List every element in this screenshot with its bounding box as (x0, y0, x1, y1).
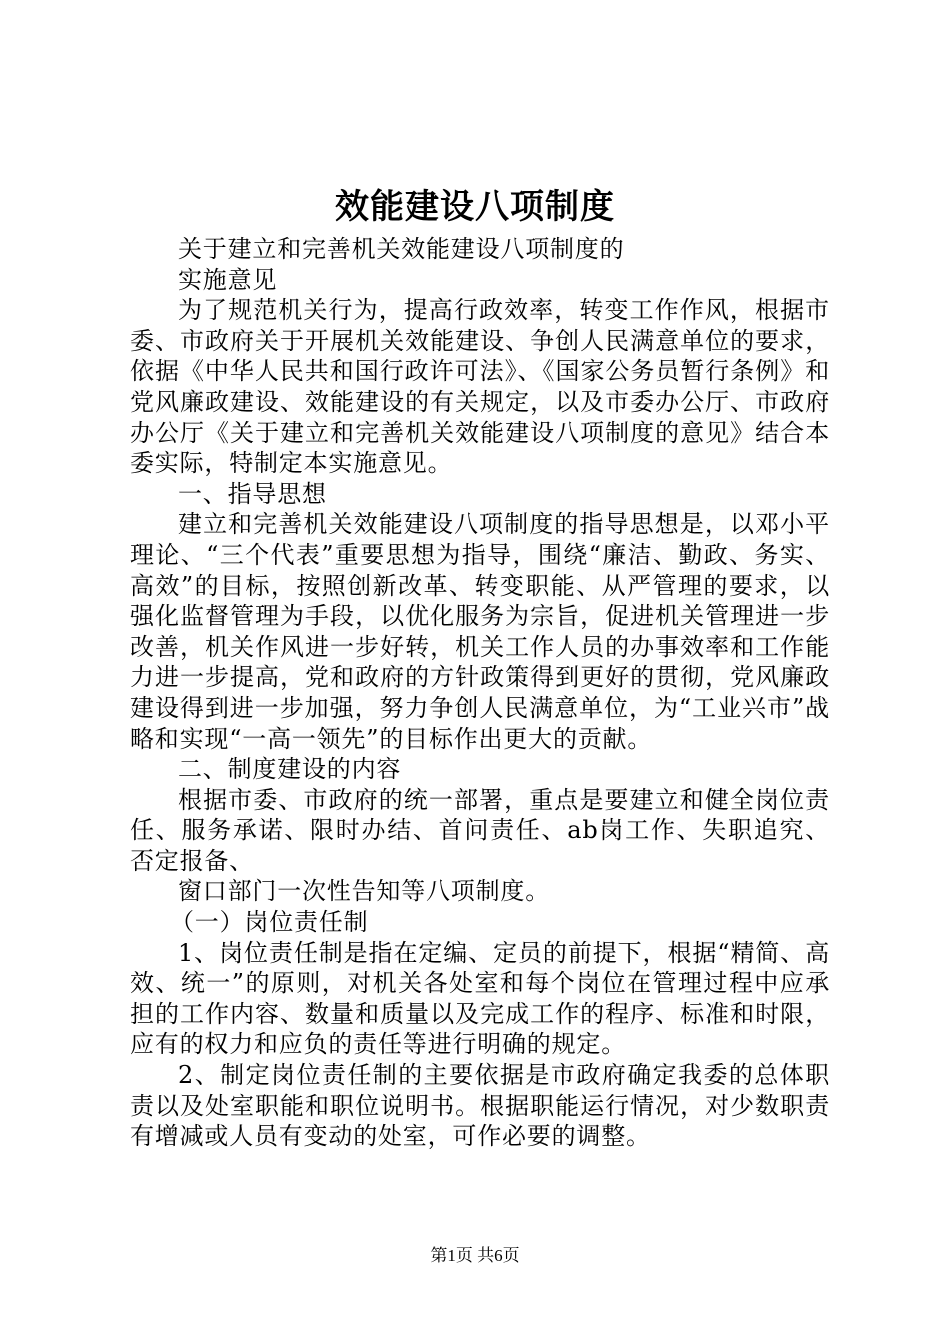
subsection-heading-post-responsibility: （一）岗位责任制 (170, 908, 369, 937)
document-title: 效能建设八项制度 (335, 187, 615, 227)
guiding-thought-paragraph: 建立和完善机关效能建设八项制度的指导思想是，以邓小平理论、“三个代表”重要思想为指导，围绕“廉洁、勤政、务实、高效”的目标，按照创新改革、转变职能、从严管理的要求，以强化监督管理为手段，以优化服务为宗旨，促进机关管理进一步改善，机关作风进一步好转，机关工作人员的办事效率和工作能力进一步提高，党和政府的方针政策得到更好的贯彻，党风廉政建设得到进一步加强，努力争创人民满意单位，为“工业兴市”战略和实现“一高一领先”的目标作出更大的贡献。 (130, 510, 830, 753)
post-responsibility-item-2: 2、制定岗位责任制的主要依据是市政府确定我委的总体职责以及处室职能和职位说明书。根据职能运行情况，对少数职责有增减或人员有变动的处室，可作必要的调整。 (130, 1061, 830, 1151)
content-paragraph-continued: 窗口部门一次性告知等八项制度。 (178, 877, 550, 906)
subtitle-line-2: 实施意见 (178, 265, 278, 294)
document-body (130, 234, 830, 1152)
page-footer: 第1页 共6页 (430, 1246, 520, 1265)
section-heading-content: 二、制度建设的内容 (178, 755, 402, 784)
content-paragraph: 根据市委、市政府的统一部署，重点是要建立和健全岗位责任、服务承诺、限时办结、首问责任、ab岗工作、失职追究、否定报备、 (130, 785, 830, 875)
post-responsibility-item-1: 1、岗位责任制是指在定编、定员的前提下，根据“精简、高效、统一”的原则，对机关各处室和每个岗位在管理过程中应承担的工作内容、数量和质量以及完成工作的程序、标准和时限，应有的权力和应负的责任等进行明确的规定。 (130, 938, 830, 1059)
intro-paragraph: 为了规范机关行为，提高行政效率，转变工作作风，根据市委、市政府关于开展机关效能建设、争创人民满意单位的要求，依据《中华人民共和国行政许可法》、《国家公务员暂行条例》和党风廉政建设、效能建设的有关规定，以及市委办公厅、市政府办公厅《关于建立和完善机关效能建设八项制度的意见》结合本委实际，特制定本实施意见。 (130, 296, 830, 478)
subtitle-line-1: 关于建立和完善机关效能建设八项制度的 (178, 235, 625, 263)
section-heading-guiding-thought: 一、指导思想 (178, 479, 327, 508)
